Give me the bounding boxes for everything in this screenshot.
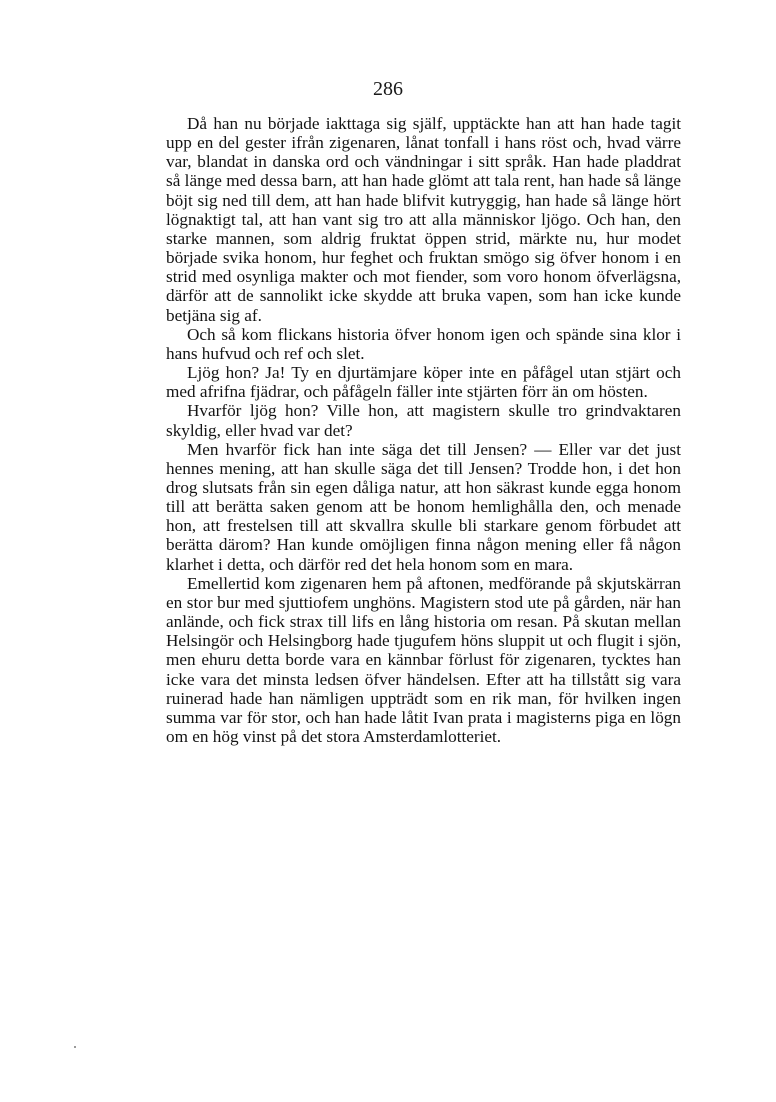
stray-ink-mark <box>74 1046 76 1048</box>
paragraph-4: Hvarför ljög hon? Ville hon, att magistern skulle tro grindvaktaren skyldig, eller hvad var det? <box>166 401 681 440</box>
body-text <box>166 114 681 746</box>
paragraph-5: Men hvarför fick han inte säga det till Jensen? — Eller var det just hennes mening, att han skulle säga det till Jensen? Trodde hon, i det hon drog slutsats från sin egen dåliga natur, att hon säkrast kunde egga honom till att berätta saken genom att be honom hemlighålla den, och menade hon, att frestelsen till att skvallra skulle bli starkare genom förbudet att berätta därom? Han kunde omöjligen finna någon mening eller få någon klarhet i detta, och därför red det hela honom som en mara. <box>166 439 681 574</box>
paragraph-3: Ljög hon? Ja! Ty en djurtämjare köper inte en påfågel utan stjärt och med afrifna fjädrar, och påfågeln fäller inte stjärten förr än om hösten. <box>166 363 681 402</box>
paragraph-2: Och så kom flickans historia öfver honom igen och spände sina klor i hans hufvud och ref och slet. <box>166 324 681 363</box>
paragraph-1: Då han nu började iakttaga sig själf, upptäckte han att han hade tagit upp en del gester ifrån zigenaren, lånat tonfall i hans röst och, hvad värre var, blandat in danska ord och vändningar i sitt språk. Han hade pladdrat så länge med dessa barn, att han hade glömt att tala rent, han hade så länge böjt sig ned till dem, att han hade blifvit kutryggig, han hade så länge hört lögnaktigt tal, att han vant sig tro att alla människor ljögo. Och han, den starke mannen, som aldrig fruktat öppen strid, märkte nu, hur modet började svika honom, hur feghet och fruktan smögo sig öfver honom i en strid med osynliga makter och mot fiender, som voro honom öfverlägsna, därför att de sannolikt icke skydde att bruka vapen, som han icke kunde betjäna sig af. <box>166 114 681 325</box>
page-number: 286 <box>373 78 403 100</box>
paragraph-6: Emellertid kom zigenaren hem på aftonen, medförande på skjutskärran en stor bur med sjuttiofem unghöns. Magistern stod ute på gården, när han anlände, och fick strax till lifs en lång historia om resan. På skutan mellan Helsingör och Helsingborg hade tjugufem höns sluppit ut och flugit i sjön, men ehuru detta borde vara en kännbar förlust för zigenaren, tycktes han icke vara det minsta ledsen öfver händelsen. Efter att ha tillstått sig vara ruinerad hade han nämligen uppträdt som en rik man, för hvilken ingen summa var för stor, och han hade låtit Ivan prata i magisterns piga en lögn om en hög vinst på det stora Amsterdamlotteriet. <box>166 573 681 746</box>
